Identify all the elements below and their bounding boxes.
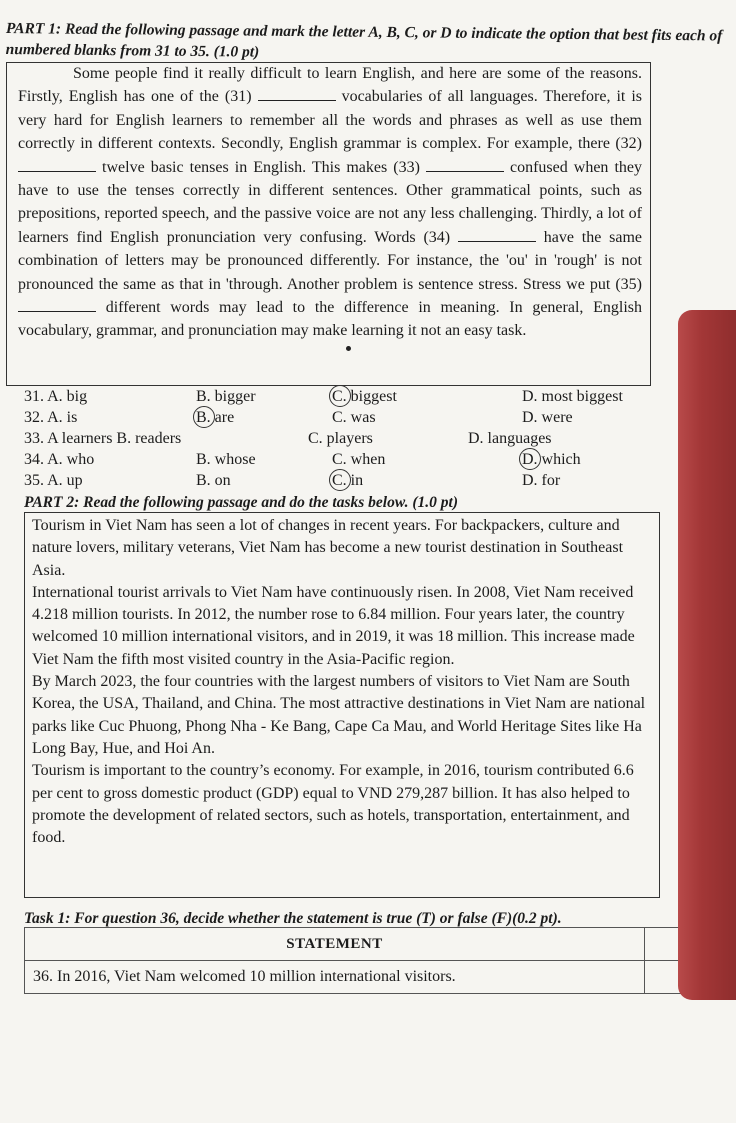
paragraph: By March 2023, the four countries with the largest numbers of visitors to Viet Nam are South Korea, the USA, Thailand, and China. The most attractive destinations in Viet Nam are national parks like Cuc Phuong, Phong Nha - Ke Bang, Cape Ca Mau, and World Heritage Sites like Ha Long Bay, Hue, and Hoi An. (32, 673, 646, 757)
statement-header: STATEMENT (25, 928, 645, 961)
option-a: 35. A. up (24, 472, 83, 489)
part2-title: PART 2: Read the following passage and do the tasks below. (1.0 pt) (24, 494, 459, 511)
passage1-text: different words may lead to the difference in meaning. In general, English vocabulary, grammar, and pronunciation may make learning it not an easy task. (18, 299, 643, 340)
task1-title: Task 1: For question 36, decide whether the statement is true (T) or false (F)(0.2 pt). (24, 910, 562, 927)
passage1-text: confused when they have to use the tenses correctly in different sentences. Other grammatical points, such as prepositions, reported speech, and the passive voice are not any less challenging. Thirdly, a lot of learners find English pronunciation very confusing. Words (34) (18, 158, 642, 246)
passage1 (18, 62, 642, 343)
ink-dot (346, 346, 351, 351)
red-binder (678, 310, 736, 1000)
blank-34 (458, 227, 536, 242)
statement-table (24, 927, 724, 994)
blank-31 (258, 86, 336, 101)
table-header-row (25, 928, 724, 961)
option-b: B. are (196, 407, 234, 428)
statement-36: 36. In 2016, Viet Nam welcomed 10 million international visitors. (25, 961, 645, 994)
option-a-b: 33. A learners B. readers (24, 430, 182, 447)
table-row (25, 961, 724, 994)
option-c: C. when (332, 451, 386, 468)
answer-options (24, 386, 644, 491)
paragraph: Tourism in Viet Nam has seen a lot of changes in recent years. For backpackers, culture and nature lovers, military veterans, Viet Nam has become a new tourist destination in Southeast Asia. (32, 517, 624, 579)
option-d: D. for (522, 472, 561, 489)
blank-35 (18, 297, 96, 312)
option-row-35 (24, 470, 644, 491)
option-row-33 (24, 428, 644, 449)
paragraph: International tourist arrivals to Viet Nam have continuously risen. In 2008, Viet Nam received 4.218 million tourists. In 2012, the number rose to 6.84 million. Four years later, the country welcomed 10 million international visitors, and in 2019, it was 18 million. This increase made Viet Nam the fifth most visited country in the Asia-Pacific region. (32, 583, 635, 668)
option-b: B. on (196, 472, 231, 489)
option-d: D. were (522, 409, 573, 426)
option-a: 34. A. who (24, 451, 95, 468)
passage1-text: vocabularies of all languages. Therefore, it is very hard for English learners to remember all the words and phrases as well as use them correctly in different contexts. Secondly, English grammar is complex. For example, there (32) (18, 88, 643, 153)
passage2 (32, 515, 650, 849)
option-d: D. languages (468, 430, 552, 447)
option-d: D. which (522, 449, 581, 470)
option-b: B. bigger (196, 388, 256, 405)
option-row-34 (24, 449, 644, 470)
answer-circle (329, 385, 351, 407)
option-c: C. players (308, 430, 373, 447)
passage1-text: Some people find it really difficult to learn English, and here are some of the reasons. Firstly, English has one of the (31) (18, 65, 642, 106)
paragraph: Tourism is important to the country’s economy. For example, in 2016, tourism contributed 6.6 per cent to gross domestic product (GDP) equal to VND 279,287 billion. It has also helped to promote the development of related sectors, such as hotels, transportation, entertainment, and food. (32, 762, 634, 847)
answer-circle (519, 448, 541, 470)
option-row-31 (24, 386, 644, 407)
option-c: C. was (332, 409, 376, 426)
blank-32 (18, 157, 96, 172)
answer-circle (193, 406, 215, 428)
blank-33 (426, 157, 504, 172)
answer-circle (329, 469, 351, 491)
passage1-text: twelve basic tenses in English. This makes (33) (102, 158, 420, 176)
option-d: D. most biggest (522, 388, 623, 405)
part1-title: PART 1: Read the following passage and mark the letter A, B, C, or D to indicate the option that best fits each of numbered blanks from 31 to 35. (1.0 pt) (5, 19, 723, 61)
option-c: C. in (332, 470, 363, 491)
option-row-32 (24, 407, 644, 428)
passage1-text: have the same combination of letters may be pronounced differently. For instance, the 'ou' in 'rough' is not pronounced the same as that in 'through. Another problem is sentence stress. Stress we put (35) (18, 228, 642, 293)
option-a: 32. A. is (24, 409, 78, 426)
option-b: B. whose (196, 451, 256, 468)
option-a: 31. A. big (24, 388, 88, 405)
option-c: C. biggest (332, 386, 397, 407)
